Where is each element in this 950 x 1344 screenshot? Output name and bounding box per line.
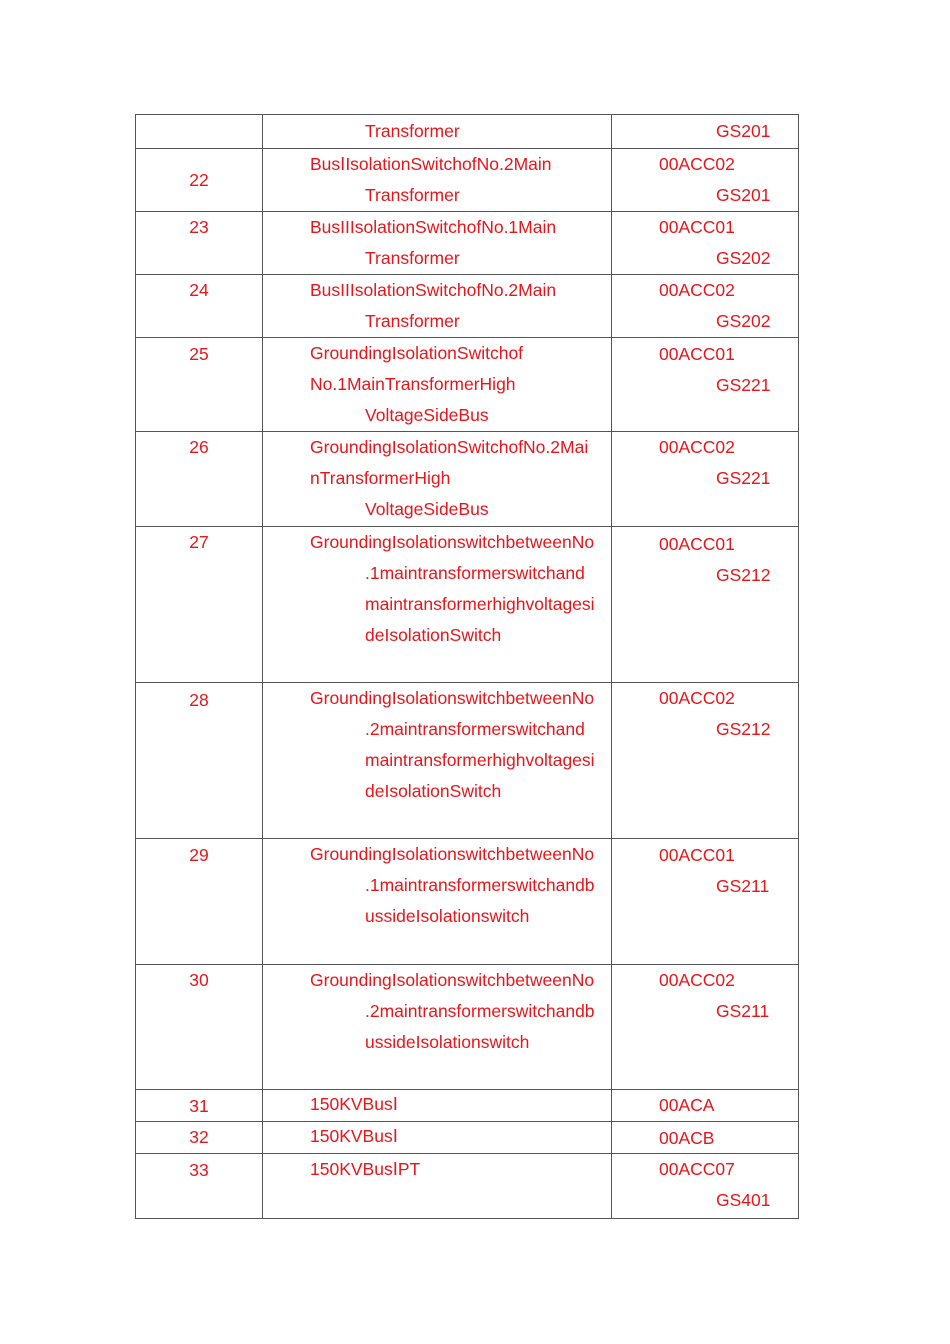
row-description: GroundingIsolationswitchbetweenNo .1maintransformerswitchand maintransformerhighvoltagesi deIsolationSwitch — [263, 527, 612, 683]
equipment-table — [135, 114, 799, 1219]
row-description: 150KVBusⅠ — [263, 1122, 612, 1154]
row-code: 00ACC02 GS212 — [612, 683, 799, 839]
row-description: Transformer — [263, 115, 612, 149]
row-number: 26 — [136, 432, 263, 527]
row-code: 00ACC02 GS201 — [612, 149, 799, 212]
row-number: 30 — [136, 965, 263, 1090]
table-row — [136, 338, 799, 432]
row-description: GroundingIsolationSwitchof No.1MainTransformerHigh VoltageSideBus — [263, 338, 612, 432]
row-number: 23 — [136, 212, 263, 275]
table-row — [136, 965, 799, 1090]
row-description: BusIIIsolationSwitchofNo.2Main Transformer — [263, 275, 612, 338]
row-number — [136, 115, 263, 149]
row-code: GS201 — [612, 115, 799, 149]
row-code: 00ACC01 GS212 — [612, 527, 799, 683]
row-description: BusIIIsolationSwitchofNo.1Main Transformer — [263, 212, 612, 275]
table-row — [136, 1090, 799, 1122]
row-description: 150KVBusⅠPT — [263, 1154, 612, 1219]
row-code: 00ACC07 GS401 — [612, 1154, 799, 1219]
row-number: 29 — [136, 839, 263, 965]
row-description: 150KVBusⅠ — [263, 1090, 612, 1122]
row-code: 00ACC01 GS202 — [612, 212, 799, 275]
table-row — [136, 527, 799, 683]
row-description: GroundingIsolationSwitchofNo.2Mai nTransformerHigh VoltageSideBus — [263, 432, 612, 527]
table-row — [136, 432, 799, 527]
table-row — [136, 149, 799, 212]
table-row — [136, 1122, 799, 1154]
row-code: 00ACC02 GS202 — [612, 275, 799, 338]
row-number: 24 — [136, 275, 263, 338]
row-code: 00ACC01 GS211 — [612, 839, 799, 965]
row-description: GroundingIsolationswitchbetweenNo .1maintransformerswitchandb ussideIsolationswitch — [263, 839, 612, 965]
row-number: 31 — [136, 1090, 263, 1122]
row-description: GroundingIsolationswitchbetweenNo .2maintransformerswitchandb ussideIsolationswitch — [263, 965, 612, 1090]
table-row — [136, 839, 799, 965]
row-code: 00ACA — [612, 1090, 799, 1122]
row-number: 22 — [136, 149, 263, 212]
row-description: GroundingIsolationswitchbetweenNo .2maintransformerswitchand maintransformerhighvoltagesi deIsolationSwitch — [263, 683, 612, 839]
row-code: 00ACB — [612, 1122, 799, 1154]
table-row — [136, 1154, 799, 1219]
row-code: 00ACC01 GS221 — [612, 338, 799, 432]
row-number: 32 — [136, 1122, 263, 1154]
row-code: 00ACC02 GS221 — [612, 432, 799, 527]
row-number: 33 — [136, 1154, 263, 1219]
row-number: 25 — [136, 338, 263, 432]
table-row — [136, 683, 799, 839]
table-row — [136, 275, 799, 338]
row-number: 27 — [136, 527, 263, 683]
row-description: BusⅠIsolationSwitchofNo.2Main Transformer — [263, 149, 612, 212]
table-row — [136, 212, 799, 275]
row-number: 28 — [136, 683, 263, 839]
row-code: 00ACC02 GS211 — [612, 965, 799, 1090]
table-row — [136, 115, 799, 149]
